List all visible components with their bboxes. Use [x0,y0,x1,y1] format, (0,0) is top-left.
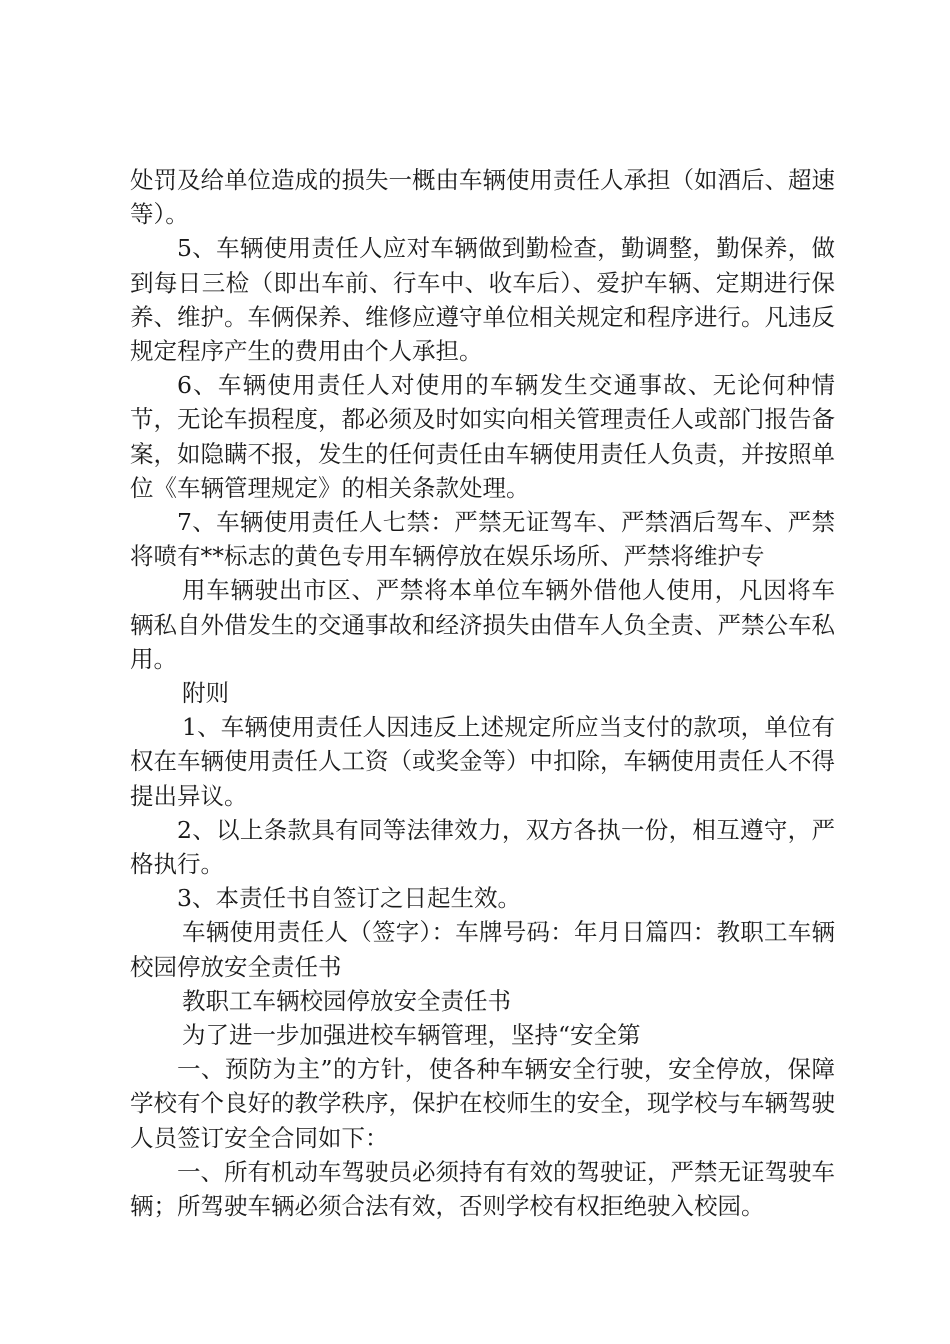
signature-line: 车辆使用责任人（签字）：车牌号码：年月日篇四：教职工车辆校园停放安全责任书 [130,918,835,981]
paragraph-rule-7-continued: 用车辆驶出市区、严禁将本单位车辆外借他人使用，凡因将车辆私自外借发生的交通事故和经济损失由借车人负全责、严禁公车私用。 [130,576,835,673]
paragraph-appendix-3: 3、本责任书自签订之日起生效。 [177,884,521,913]
document-title: 教职工车辆校园停放安全责任书 [182,986,511,1015]
paragraph-rule-5: 5、车辆使用责任人应对车辆做到勤检查，勤调整，勤保养，做到每日三检（即出车前、行车中、收车后）、爱护车辆、定期进行保养、维护。车俩保养、维修应遵守单位相关规定和程序进行。凡违反规定程序产生的费用由个人承担。 [130,234,835,366]
paragraph-clause-1: 一、所有机动车驾驶员必须持有有效的驾驶证，严禁无证驾驶车辆；所驾驶车辆必须合法有效，否则学校有权拒绝驶入校园。 [130,1157,835,1221]
paragraph-intro: 为了进一步加强进校车辆管理，坚持“安全第 [182,1021,641,1050]
paragraph-intro-continued: 一、预防为主”的方针，使各种车辆安全行驶，安全停放，保障学校有个良好的教学秩序，保护在校师生的安全，现学校与车辆驾驶人员签订安全合同如下： [130,1055,835,1152]
section-heading-appendix: 附则 [182,679,229,708]
paragraph-rule-6: 6、车辆使用责任人对使用的车辆发生交通事故、无论何种情节，无论车损程度，都必须及时如实向相关管理责任人或部门报告备案，如隐瞒不报，发生的任何责任由车辆使用责任人负责，并按照单位《车辆管理规定》的相关条款处理。 [130,371,835,502]
document-body [130,163,835,1223]
paragraph-continuation: 处罚及给单位造成的损失一概由车辆使用责任人承担（如酒后、超速等）。 [130,166,835,229]
paragraph-rule-7: 7、车辆使用责任人七禁：严禁无证驾车、严禁酒后驾车、严禁将喷有**标志的黄色专用车辆停放在娱乐场所、严禁将维护专 [130,508,835,571]
paragraph-appendix-2: 2、以上条款具有同等法律效力，双方各执一份，相互遵守，严格执行。 [130,815,835,879]
paragraph-appendix-1: 1、车辆使用责任人因违反上述规定所应当支付的款项，单位有权在车辆使用责任人工资（或奖金等）中扣除，车辆使用责任人不得提出异议。 [130,713,835,810]
